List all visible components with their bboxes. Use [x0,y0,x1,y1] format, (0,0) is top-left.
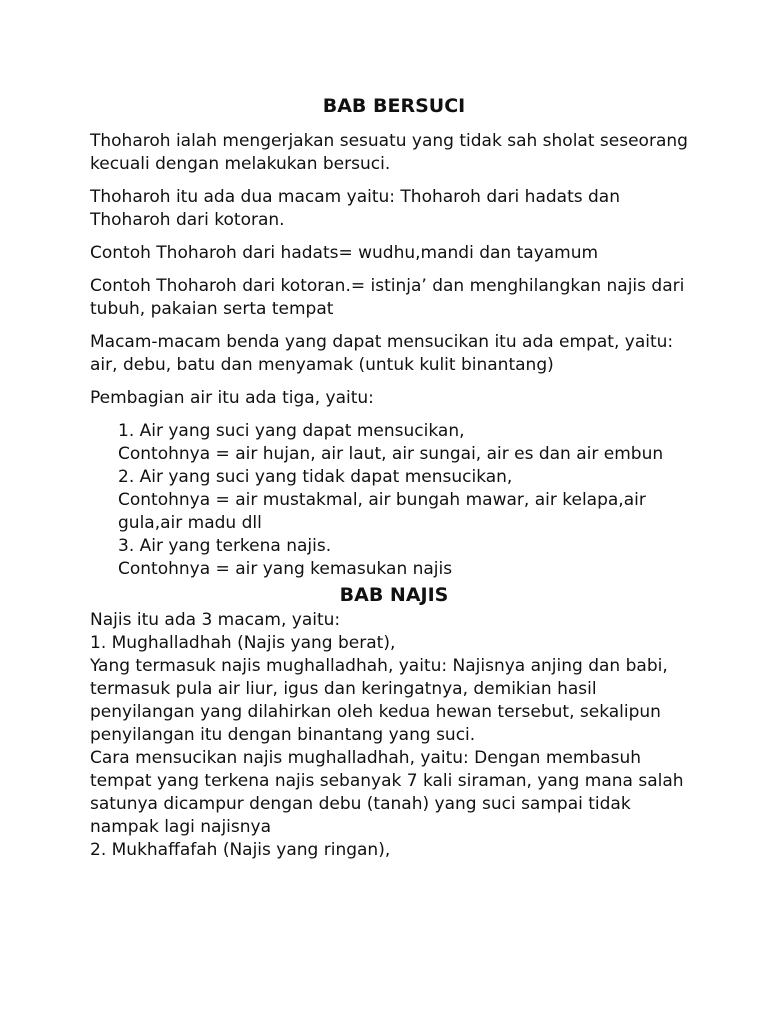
paragraph-3: Contoh Thoharoh dari hadats= wudhu,mandi dan tayamum [90,243,599,263]
text-line: Yang termasuk najis mughalladhah, yaitu: Najisnya anjing dan babi, termasuk pula air liur, igus dan keringatnya, demikian hasil penyilangan yang dilahirkan oleh kedua hewan tersebut, sekalipun penyilangan itu dengan binantang yang suci. [90,656,668,745]
paragraph-1: Thoharoh ialah mengerjakan sesuatu yang tidak sah sholat seseorang kecuali dengan melakukan bersuci. [90,131,688,174]
paragraph-2: Thoharoh itu ada dua macam yaitu: Thoharoh dari hadats dan Thoharoh dari kotoran. [90,187,620,230]
section-title-bab-najis: BAB NAJIS [339,584,449,606]
text-line: Najis itu ada 3 macam, yaitu: [90,610,341,630]
section-title-bab-bersuci: BAB BERSUCI [322,95,466,117]
list-item: Contohnya = air yang kemasukan najis [118,559,453,579]
najis-section-body [90,609,690,862]
list-item: Contohnya = air hujan, air laut, air sungai, air es dan air embun [118,444,664,464]
text-line: Cara mensucikan najis mughalladhah, yaitu: Dengan membasuh tempat yang terkena najis sebanyak 7 kali siraman, yang mana salah satunya dicampur dengan debu (tanah) yang suci sampai tidak nampak lagi najisnya [90,748,684,837]
water-types-list [118,420,690,581]
list-item: 3. Air yang terkena najis. [118,536,332,556]
paragraph-6: Pembagian air itu ada tiga, yaitu: [90,388,374,408]
document-page [90,92,690,862]
list-item: 1. Air yang suci yang dapat mensucikan, [118,421,465,441]
paragraph-5: Macam-macam benda yang dapat mensucikan itu ada empat, yaitu: air, debu, batu dan menyamak (untuk kulit binantang) [90,332,674,375]
text-line: 1. Mughalladhah (Najis yang berat), [90,633,396,653]
list-item: Contohnya = air mustakmal, air bungah mawar, air kelapa,air gula,air madu dll [118,490,646,533]
text-line: 2. Mukhaffafah (Najis yang ringan), [90,840,391,860]
list-item: 2. Air yang suci yang tidak dapat mensucikan, [118,467,513,487]
paragraph-4: Contoh Thoharoh dari kotoran.= istinja’ dan menghilangkan najis dari tubuh, pakaian serta tempat [90,276,685,319]
